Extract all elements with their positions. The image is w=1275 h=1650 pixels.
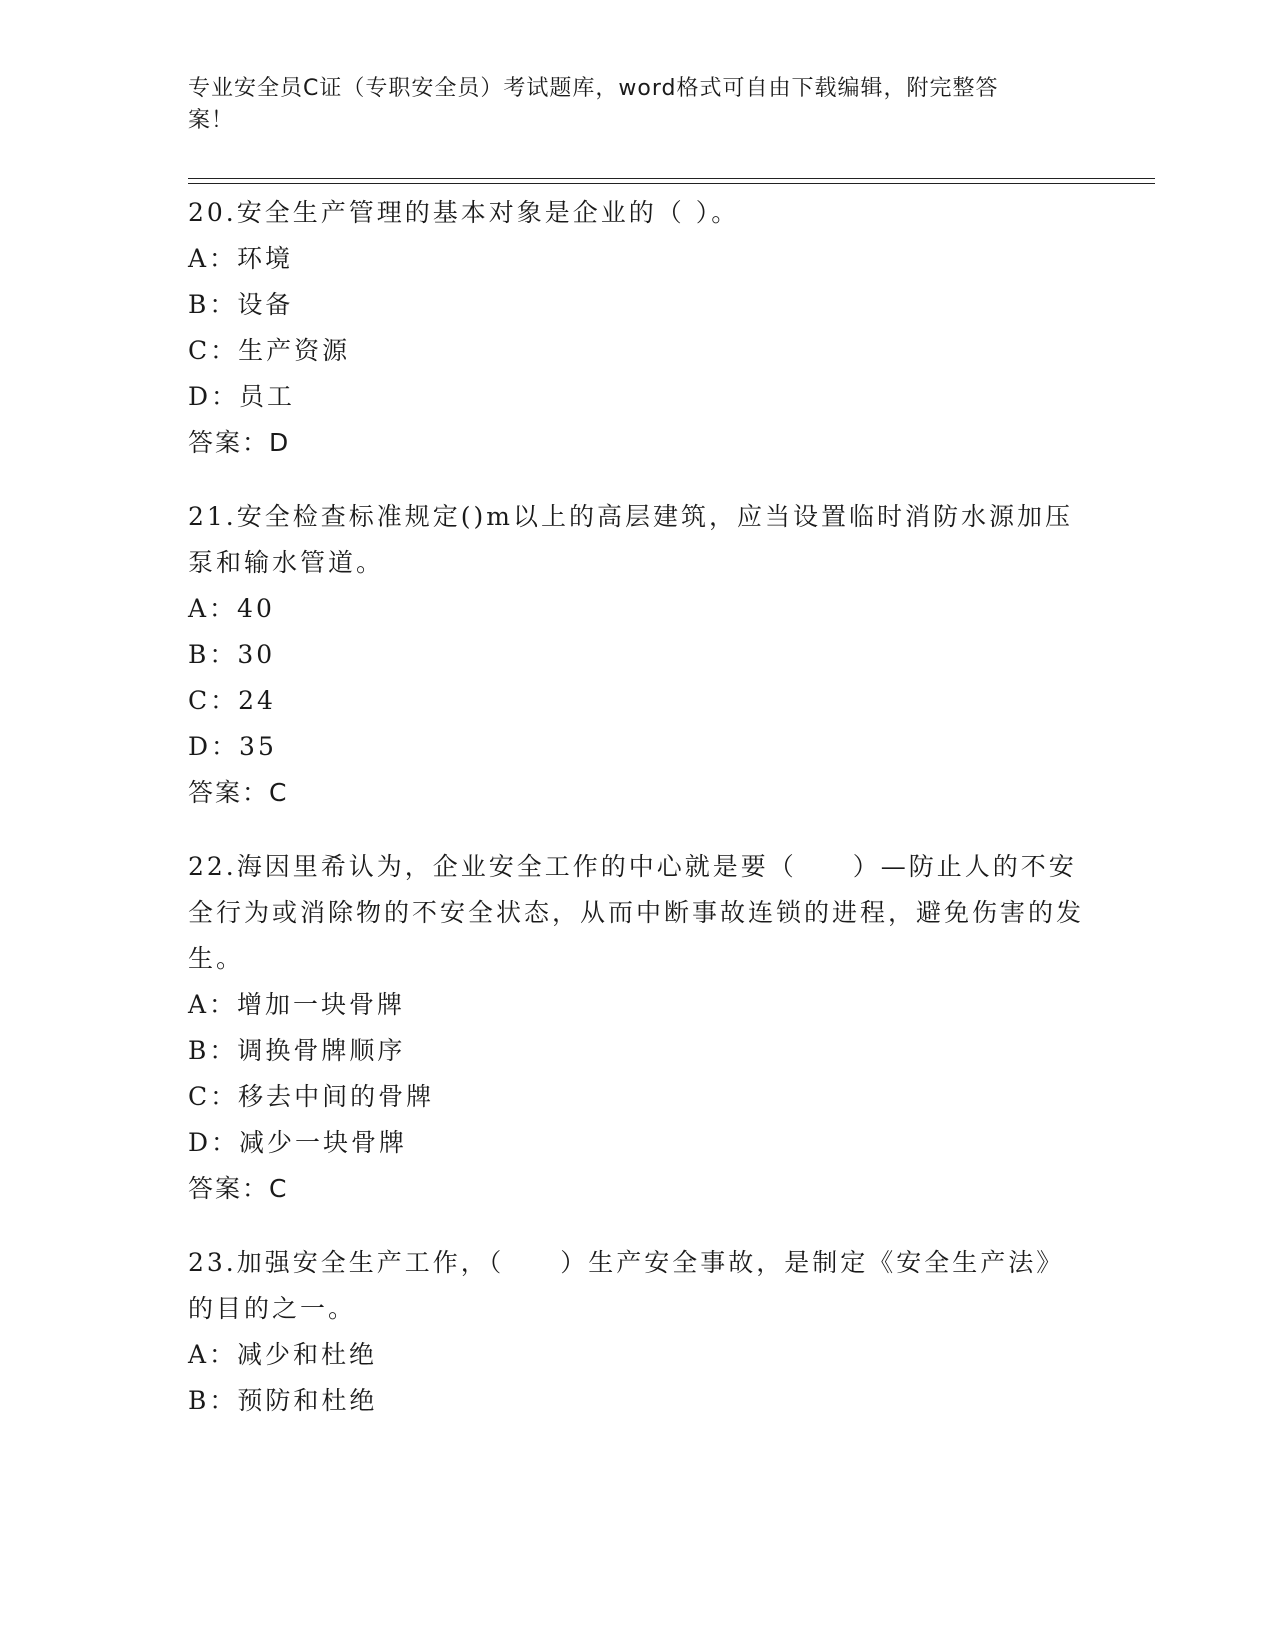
question-21 bbox=[188, 494, 1088, 816]
option-d: D：员工 bbox=[188, 382, 296, 411]
option-a: A：增加一块骨牌 bbox=[188, 990, 406, 1019]
question-23 bbox=[188, 1240, 1088, 1424]
question-20 bbox=[188, 190, 1088, 466]
header-line-2: 案！ bbox=[188, 108, 235, 133]
option-c: C：24 bbox=[188, 686, 276, 715]
option-a: A：减少和杜绝 bbox=[188, 1340, 378, 1369]
header-line-1: 专业安全员C证（专职安全员）考试题库，word格式可自由下载编辑，附完整答 bbox=[188, 76, 999, 101]
question-text: 20.安全生产管理的基本对象是企业的（ ）。 bbox=[188, 198, 740, 227]
header-divider-bottom bbox=[188, 183, 1155, 184]
option-b: B：调换骨牌顺序 bbox=[188, 1036, 406, 1065]
option-b: B：30 bbox=[188, 640, 276, 669]
document-header bbox=[188, 73, 1073, 137]
option-a: A：环境 bbox=[188, 244, 294, 273]
option-c: C：移去中间的骨牌 bbox=[188, 1082, 435, 1111]
answer-line: 答案：D bbox=[188, 428, 291, 457]
question-text: 21.安全检查标准规定()m以上的高层建筑，应当设置临时消防水源加压泵和输水管道。 bbox=[188, 502, 1073, 577]
question-list bbox=[188, 190, 1088, 1452]
question-text: 23.加强安全生产工作，（ ）生产安全事故，是制定《安全生产法》的目的之一。 bbox=[188, 1248, 1065, 1323]
option-a: A：40 bbox=[188, 594, 275, 623]
option-d: D：减少一块骨牌 bbox=[188, 1128, 408, 1157]
option-b: B：预防和杜绝 bbox=[188, 1386, 378, 1415]
option-d: D：35 bbox=[188, 732, 277, 761]
header-divider-top bbox=[188, 178, 1155, 179]
option-b: B：设备 bbox=[188, 290, 294, 319]
question-22 bbox=[188, 844, 1088, 1212]
option-c: C：生产资源 bbox=[188, 336, 351, 365]
answer-line: 答案：C bbox=[188, 778, 289, 807]
answer-line: 答案：C bbox=[188, 1174, 289, 1203]
question-text: 22.海因里希认为，企业安全工作的中心就是要（ ）—防止人的不安全行为或消除物的不安全状态，从而中断事故连锁的进程，避免伤害的发生。 bbox=[188, 852, 1085, 973]
